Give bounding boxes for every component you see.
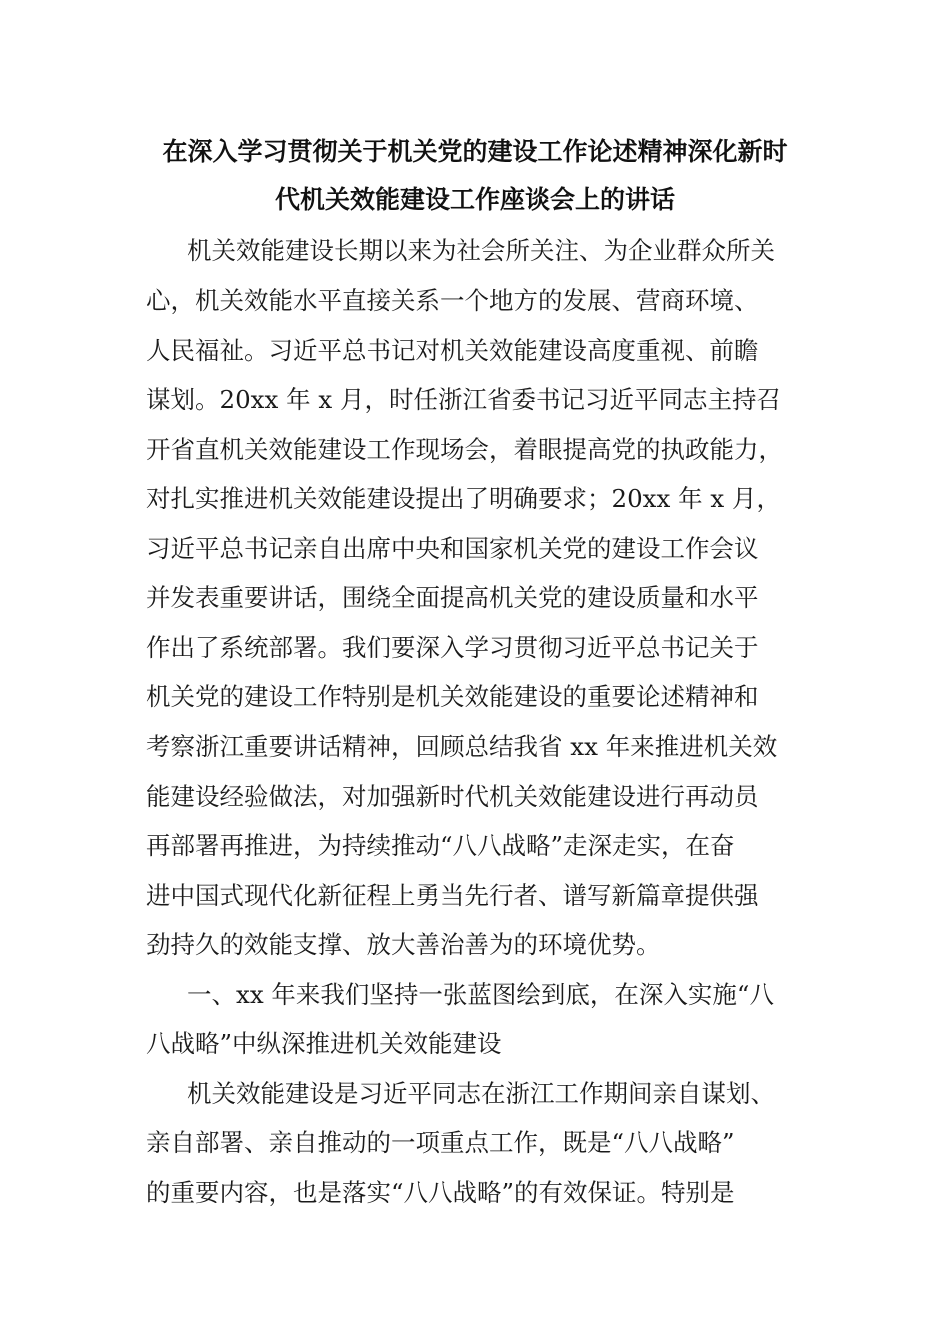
paragraph-line: 机关效能建设长期以来为社会所关注、为企业群众所关 — [187, 236, 775, 265]
paragraph-line: 机关效能建设是习近平同志在浙江工作期间亲自谋划、 — [187, 1079, 775, 1108]
paragraph-line: 劲持久的效能支撑、放大善治善为的环境优势。 — [146, 930, 661, 959]
paragraph-line: 机关党的建设工作特别是机关效能建设的重要论述精神和 — [146, 682, 759, 711]
paragraph-line: 能建设经验做法，对加强新时代机关效能建设进行再动员 — [146, 782, 759, 811]
paragraph-line: 作出了系统部署。我们要深入学习贯彻习近平总书记关于 — [146, 633, 759, 662]
paragraph-line: 亲自部署、亲自推动的一项重点工作，既是“八八战略” — [146, 1128, 735, 1157]
section-heading-line: 一、xx 年来我们坚持一张蓝图绘到底，在深入实施“八 — [187, 980, 774, 1009]
paragraph-line: 考察浙江重要讲话精神，回顾总结我省 xx 年来推进机关效 — [146, 732, 778, 761]
paragraph-line: 习近平总书记亲自出席中央和国家机关党的建设工作会议 — [146, 534, 759, 563]
paragraph-line: 的重要内容，也是落实“八八战略”的有效保证。特别是 — [146, 1178, 735, 1207]
paragraph-line: 人民福祉。习近平总书记对机关效能建设高度重视、前瞻 — [146, 336, 759, 365]
paragraph-line: 开省直机关效能建设工作现场会，着眼提高党的执政能力， — [146, 435, 783, 464]
paragraph-line: 进中国式现代化新征程上勇当先行者、谱写新篇章提供强 — [146, 881, 759, 910]
paragraph-line: 谋划。20xx 年 x 月，时任浙江省委书记习近平同志主持召 — [146, 385, 781, 414]
paragraph-line: 对扎实推进机关效能建设提出了明确要求；20xx 年 x 月， — [146, 484, 781, 513]
section-heading-line: 八战略”中纵深推进机关效能建设 — [146, 1029, 502, 1058]
document-title-line-2: 代机关效能建设工作座谈会上的讲话 — [274, 185, 675, 214]
document-title-line-1: 在深入学习贯彻关于机关党的建设工作论述精神深化新时 — [162, 137, 788, 166]
paragraph-line: 心，机关效能水平直接关系一个地方的发展、营商环境、 — [146, 286, 759, 315]
paragraph-line: 并发表重要讲话，围绕全面提高机关党的建设质量和水平 — [146, 583, 759, 612]
paragraph-line: 再部署再推进，为持续推动“八八战略”走深走实，在奋 — [146, 831, 735, 860]
